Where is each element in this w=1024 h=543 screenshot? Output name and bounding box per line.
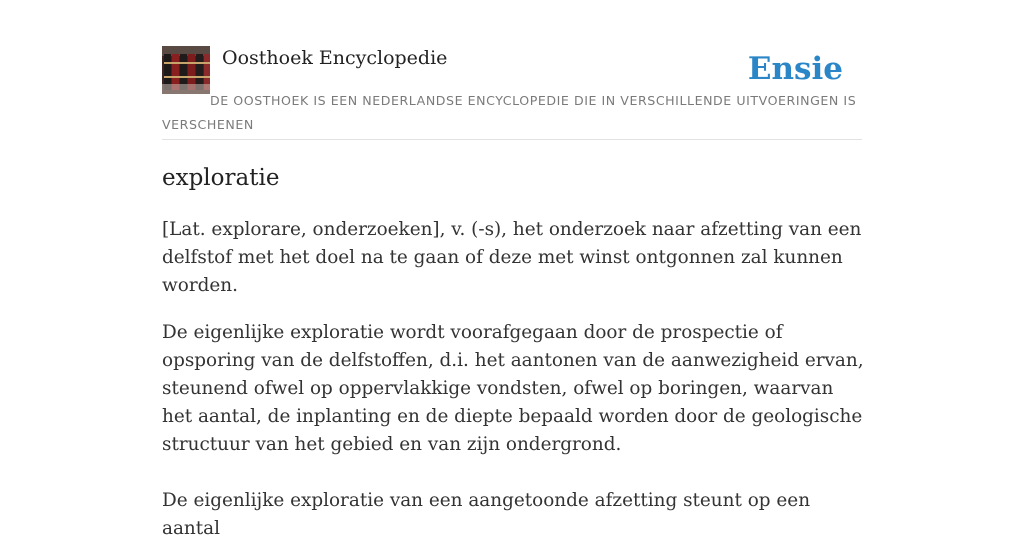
article-title: exploratie bbox=[162, 165, 280, 191]
page-header bbox=[162, 46, 862, 140]
article-paragraph: De eigenlijke exploratie wordt voorafgegaan door de prospectie of opsporing van de delfstoffen, d.i. het aantonen van de aanwezigheid ervan, steunend ofwel op oppervlakkige vondsten, ofwel op boringen, waarvan het aantal, de inplanting en de diepte bepaald worden door de geologische structuur van het gebied en van zijn ondergrond. bbox=[162, 322, 864, 455]
article-body bbox=[162, 216, 864, 543]
encyclopedia-books-icon[interactable] bbox=[162, 46, 210, 94]
site-tagline: DE OOSTHOEK IS EEN NEDERLANDSE ENCYCLOPEDIE DIE IN VERSCHILLENDE UITVOERINGEN IS VERSCHENEN bbox=[162, 93, 857, 132]
article-paragraph: [Lat. explorare, onderzoeken], v. (-s), het onderzoek naar afzetting van een delfstof met het doel na te gaan of deze met winst ontgonnen zal kunnen worden. bbox=[162, 219, 862, 296]
site-name-link[interactable]: Oosthoek Encyclopedie bbox=[222, 47, 448, 69]
brand-logo[interactable]: Ensie bbox=[747, 51, 843, 87]
article-paragraph: De eigenlijke exploratie van een aangetoonde afzetting steunt op een aantal bbox=[162, 490, 811, 539]
